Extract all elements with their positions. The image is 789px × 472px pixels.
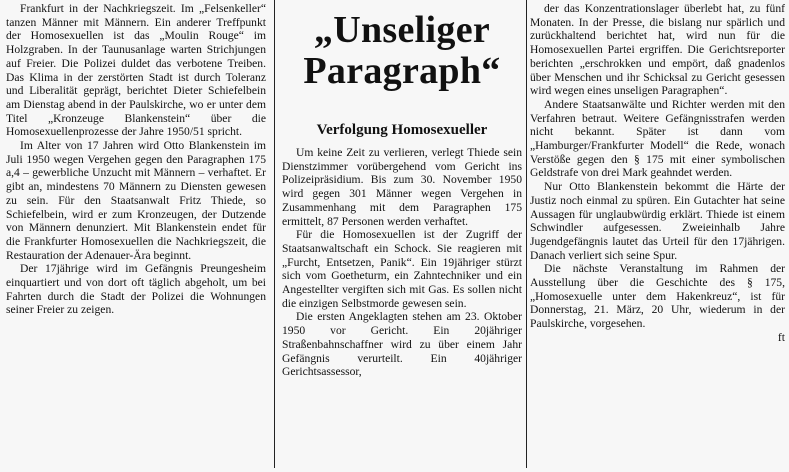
paragraph: Frankfurt in der Nachkriegszeit. Im „Felsenkeller“ tanzen Männer mit Männern. Ein anderer Treffpunkt der Homosexuellen ist das „Moulin Rouge“ im Holzgraben. In der Taunusanlage warten Strichjungen auf Freier. Die Polizei duldet das verbotene Treiben. Das Klima in der zerstörten Stadt ist durch Toleranz und Liberalität geprägt, berichtet Dieter Schiefelbein am Dienstag abend in der Paulskirche, wo er unter dem Titel „Kronzeuge Blankenstein“ über die Homosexuellenprozesse der Jahre 1950/51 spricht.	[6, 2, 266, 139]
article-column-3	[530, 2, 785, 345]
paragraph: Im Alter von 17 Jahren wird Otto Blankenstein im Juli 1950 wegen Vergehen gegen den Paragraphen 175 a,4 – gewerbliche Unzucht mit Männern – verhaftet. Er gibt an, mindestens 70 Männern zu Diensten gewesen zu sein. Für den Staatsanwalt Fritz Thiede, so Schiefelbein, wird er zum Kronzeugen, der Dutzende von Männern denunziert. Mit Blankenstein endet für die Frankfurter Homosexuellen die Nachkriegszeit, die Restauration der Adenauer-Ära beginnt.	[6, 139, 266, 262]
paragraph: Für die Homosexuellen ist der Zugriff der Staatsanwaltschaft ein Schock. Sie reagieren mit „Furcht, Entsetzen, Panik“. Ein 19jähriger stürzt sich vom Goetheturm, ein Zahntechniker und ein Angestellter vergiften sich mit Gas. Es sollen nicht die einzigen Selbstmorde gewesen sein.	[282, 228, 522, 310]
headline: „Unseliger Paragraph“	[303, 9, 501, 92]
column-divider-right	[526, 0, 527, 468]
author-signature: ft	[777, 330, 785, 344]
paragraph: Nur Otto Blankenstein bekommt die Härte der Justiz noch einmal zu spüren. Ein Gutachter hat seine Aussagen für unglaubwürdig erklärt. Thiede ist einem Schwindler aufgesessen. Zweieinhalb Jahre Jugendgefängnis lautet das Urteil für den 17jährigen. Danach verliert sich seine Spur.	[530, 180, 785, 262]
paragraph: Die nächste Veranstaltung im Rahmen der Ausstellung über die Geschichte des § 175, „Homosexuelle unter dem Hakenkreuz“, ist für Donnerstag, 21. März, 20 Uhr, wiederum in der Paulskirche, vorgesehen.	[530, 262, 785, 331]
paragraph: der das Konzentrationslager überlebt hat, zu fünf Monaten. In der Presse, die bislang nur spärlich und zurückhaltend berichtet hat, wird nun für die Homosexuellen Partei ergriffen. Die Gerichtsreporter berichten „erschrokken und empört, daß gnadenlos über Menschen und ihr Schicksal zu Gericht gesessen wird wegen eines unseligen Paragraphen“.	[530, 2, 785, 98]
article-column-2	[282, 146, 522, 379]
paragraph: Um keine Zeit zu verlieren, verlegt Thiede sein Dienstzimmer vorübergehend vom Gericht ins Polizeipräsidium. Bis zum 30. November 1950 wird gegen 301 Männer wegen Vergehen in Zusammenhang mit dem Paragraphen 175 ermittelt, 87 Personen werden verhaftet.	[282, 146, 522, 228]
column-divider-left	[274, 0, 275, 468]
paragraph: Die ersten Angeklagten stehen am 23. Oktober 1950 vor Gericht. Ein 20jähriger Straßenbahnschaffner wird zu über einem Jahr Gefängnis verurteilt. Ein 40jähriger Gerichtsassessor,	[282, 310, 522, 379]
paragraph: Andere Staatsanwälte und Richter werden mit den Verfahren betraut. Weitere Gefängnisstrafen werden nicht bekannt. Später ist dann vom „Hamburger/Frankfurter Modell“ die Rede, wonach Verstöße gegen den § 175 mit einer symbolischen Geldstrafe von drei Mark geahndet werden.	[530, 97, 785, 180]
paragraph: Der 17jährige wird im Gefängnis Preungesheim einquartiert und von dort oft täglich abgeholt, um bei Fahrten durch die Stadt der Polizei die Wohnungen seiner Freier zu zeigen.	[6, 262, 266, 317]
subheadline: Verfolgung Homosexueller	[316, 122, 488, 138]
article-column-1	[6, 2, 266, 317]
